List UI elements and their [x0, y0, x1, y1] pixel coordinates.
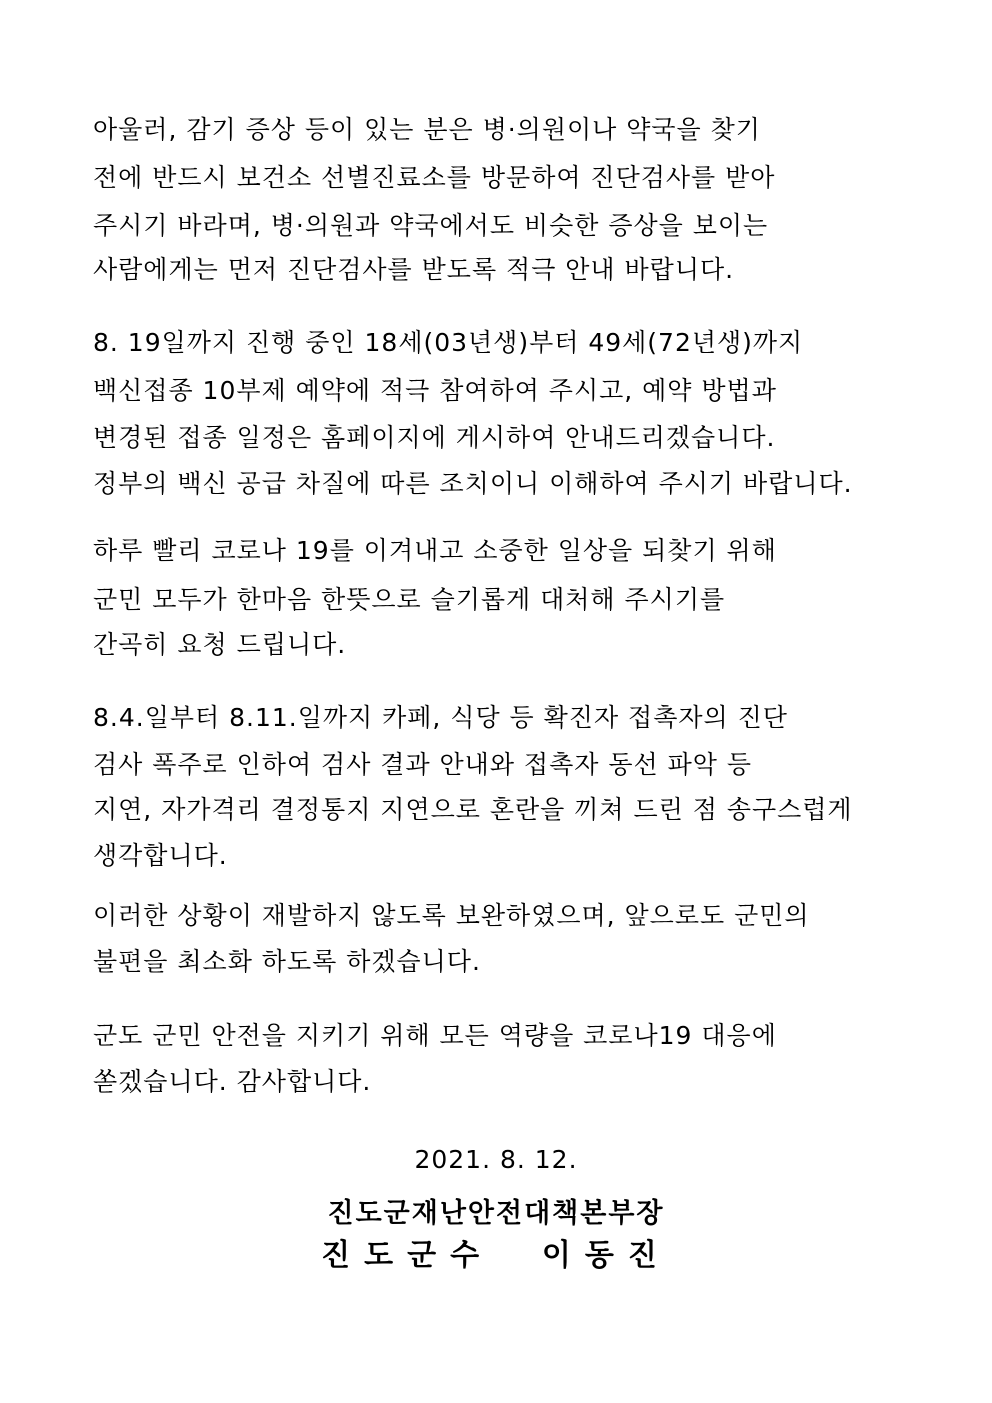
paragraph-line: 군민 모두가 한마음 한뜻으로 슬기롭게 대처해 주시기를: [93, 585, 726, 614]
paragraph-line: 간곡히 요청 드립니다.: [93, 630, 347, 659]
paragraph-line: 사람에게는 먼저 진단검사를 받도록 적극 안내 바랍니다.: [93, 255, 735, 284]
paragraph-line: 쏟겠습니다. 감사합니다.: [93, 1067, 372, 1096]
paragraph-line: 전에 반드시 보건소 선별진료소를 방문하여 진단검사를 받아: [93, 163, 776, 192]
paragraph-line: 검사 폭주로 인하여 검사 결과 안내와 접촉자 동선 파악 등: [93, 750, 752, 779]
document-date: 2021. 8. 12.: [414, 1145, 578, 1174]
paragraph-line: 8.4.일부터 8.11.일까지 카페, 식당 등 확진자 접촉자의 진단: [93, 703, 788, 732]
paragraph-line: 불편을 최소화 하도록 하겠습니다.: [93, 947, 481, 976]
paragraph-line: 이러한 상황이 재발하지 않도록 보완하였으며, 앞으로도 군민의: [93, 901, 810, 930]
paragraph-line: 정부의 백신 공급 차질에 따른 조치이니 이해하여 주시기 바랍니다.: [93, 469, 853, 498]
paragraph-line: 아울러, 감기 증상 등이 있는 분은 병·의원이나 약국을 찾기: [93, 115, 761, 144]
paragraph-line: 생각합니다.: [93, 841, 228, 870]
paragraph-line: 군도 군민 안전을 지키기 위해 모든 역량을 코로나19 대응에: [93, 1021, 777, 1050]
signer-title: 진도군재난안전대책본부장: [327, 1198, 665, 1229]
paragraph-line: 변경된 접종 일정은 홈페이지에 게시하여 안내드리겠습니다.: [93, 423, 776, 452]
paragraph-line: 주시기 바라며, 병·의원과 약국에서도 비슷한 증상을 보이는: [93, 211, 769, 240]
paragraph-line: 8. 19일까지 진행 중인 18세(03년생)부터 49세(72년생)까지: [93, 328, 804, 357]
signer-name: 진도군수 이동진: [321, 1238, 671, 1273]
paragraph-line: 백신접종 10부제 예약에 적극 참여하여 주시고, 예약 방법과: [93, 376, 777, 405]
paragraph-line: 하루 빨리 코로나 19를 이겨내고 소중한 일상을 되찾기 위해: [93, 536, 777, 565]
paragraph-line: 지연, 자가격리 결정통지 지연으로 혼란을 끼쳐 드린 점 송구스럽게: [93, 795, 853, 824]
